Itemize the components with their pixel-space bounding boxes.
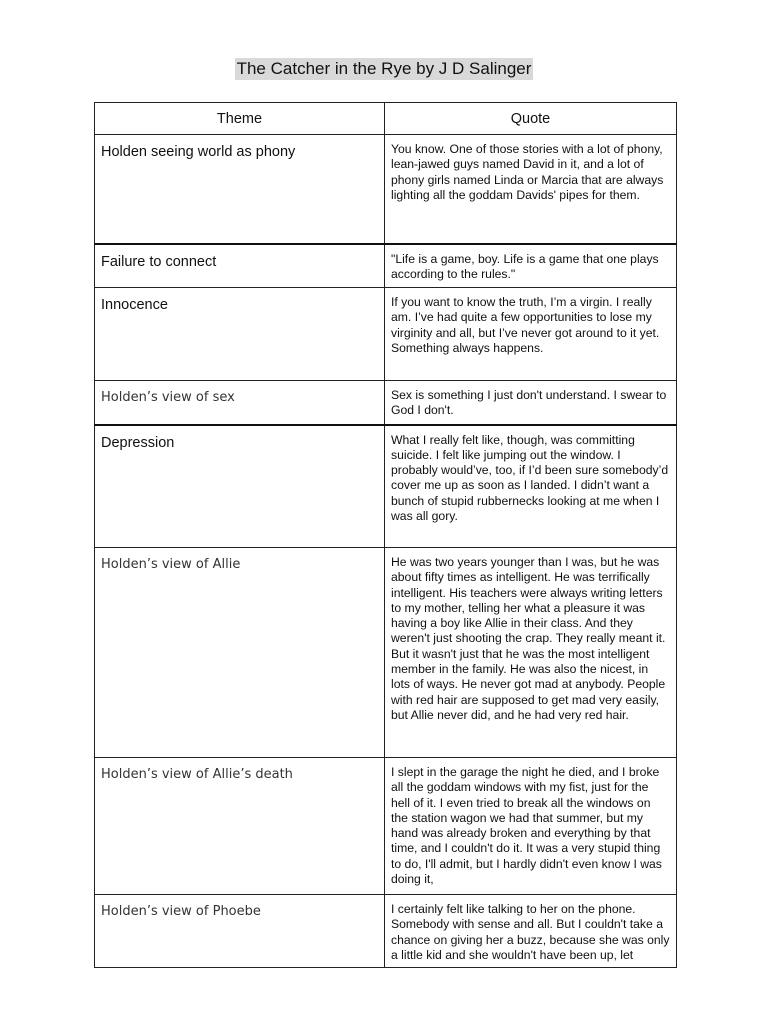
quote-cell: What I really felt like, though, was committing suicide. I felt like jumping out the window. I probably would’ve, too, if I’d been sure somebody’d cover me up as soon as I landed. I didn’t want a bunch of stupid rubbernecks looking at me when I was all gory. [385,425,677,548]
table-row [95,895,677,968]
table-row [95,135,677,244]
quote-cell: I slept in the garage the night he died, and I broke all the goddam windows with my fist, just for the hell of it. I even tried to break all the windows on the station wagon we had that summer, but my hand was already broken and everything by that time, and I couldn't do it. It was a very stupid thing to do, I'll admit, but I hardly didn't even know I was doing it, [385,758,677,895]
table-row [95,381,677,425]
title-wrapper [0,58,768,80]
table-row [95,425,677,548]
table-row [95,758,677,895]
table-row [95,244,677,288]
theme-cell: Holden’s view of Allie’s death [95,758,385,895]
header-theme: Theme [95,103,385,135]
table-row [95,548,677,758]
header-quote: Quote [385,103,677,135]
quote-cell: I certainly felt like talking to her on the phone. Somebody with sense and all. But I couldn't take a chance on giving her a buzz, because she was only a little kid and she wouldn't have been up, let [385,895,677,968]
theme-cell: Holden’s view of Allie [95,548,385,758]
quote-cell: He was two years younger than I was, but he was about fifty times as intelligent. He was terrifically intelligent. His teachers were always writing letters to my mother, telling her what a pleasure it was having a boy like Allie in their class. And they weren't just shooting the crap. They really meant it. But it wasn't just that he was the most intelligent member in the family. He was also the nicest, in lots of ways. He never got mad at anybody. People with red hair are supposed to get mad very easily, but Allie never did, and he had very red hair. [385,548,677,758]
table-header-row [95,103,677,135]
theme-cell: Holden’s view of Phoebe [95,895,385,968]
theme-cell: Holden’s view of sex [95,381,385,425]
theme-cell: Failure to connect [95,244,385,288]
table-row [95,288,677,381]
document-title: The Catcher in the Rye by J D Salinger [236,59,532,78]
quote-cell: You know. One of those stories with a lot of phony, lean-jawed guys named David in it, and a lot of phony girls named Linda or Marcia that are always lighting all the goddam Davids' pipes for them. [385,135,677,244]
theme-cell: Holden seeing world as phony [95,135,385,244]
quote-cell: If you want to know the truth, I’m a virgin. I really am. I’ve had quite a few opportunities to lose my virginity and all, but I’ve never got around to it yet. Something always happens. [385,288,677,381]
theme-cell: Innocence [95,288,385,381]
quote-cell: "Life is a game, boy. Life is a game that one plays according to the rules." [385,244,677,288]
quote-cell: Sex is something I just don't understand. I swear to God I don't. [385,381,677,425]
themes-quotes-table [94,102,677,968]
theme-cell: Depression [95,425,385,548]
